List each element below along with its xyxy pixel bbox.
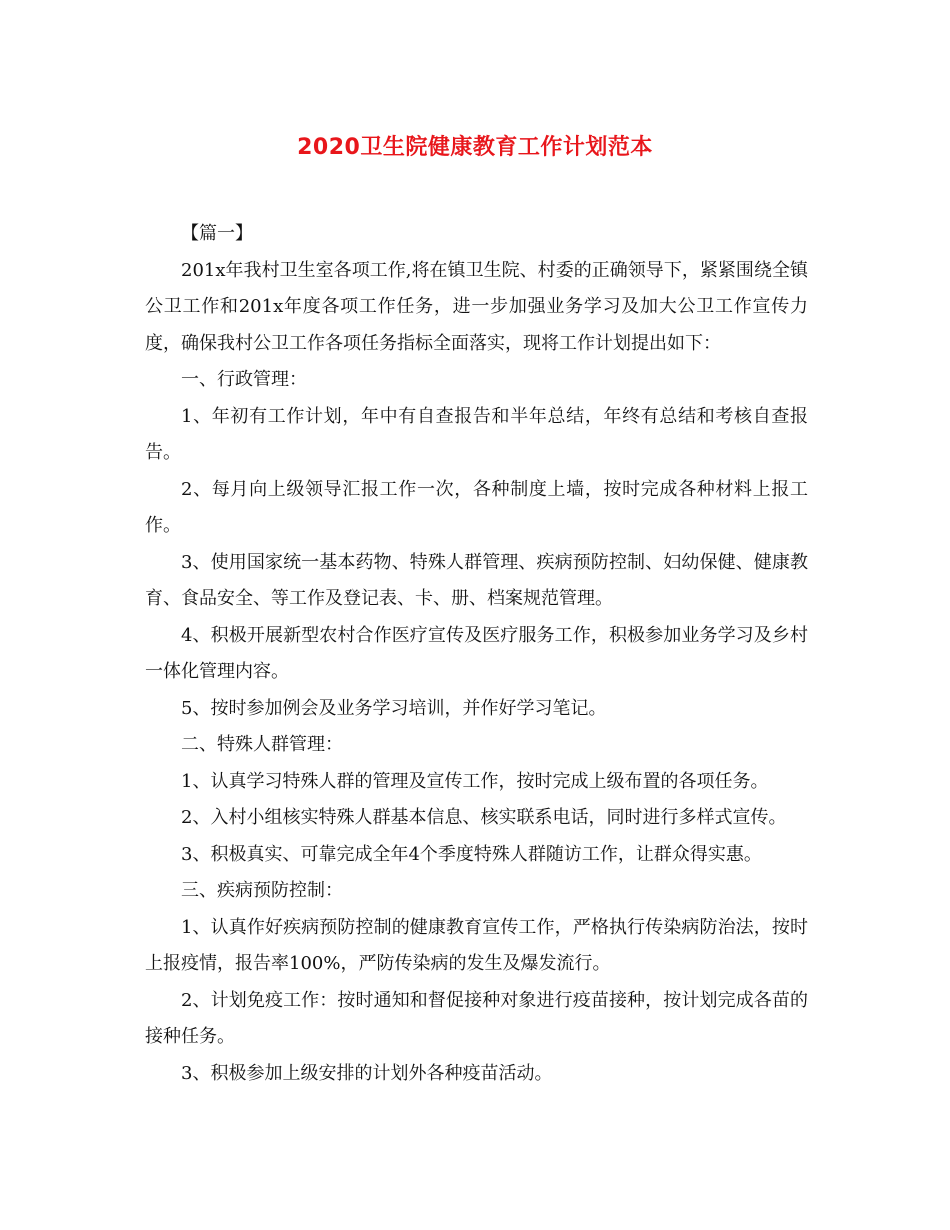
document-title: 2020卫生院健康教育工作计划范本	[297, 135, 653, 160]
disease-control-item-3: 3、积极参加上级安排的计划外各种疫苗活动。	[181, 1062, 553, 1084]
admin-item-2: 2、每月向上级领导汇报工作一次，各种制度上墙，按时完成各种材料上报工作。	[145, 478, 808, 536]
disease-control-item-2: 2、计划免疫工作：按时通知和督促接种对象进行疫苗接种，按计划完成各苗的接种任务。	[145, 989, 808, 1047]
intro-paragraph: 201x年我村卫生室各项工作,将在镇卫生院、村委的正确领导下，紧紧围绕全镇公卫工作和201x年度各项工作任务，进一步加强业务学习及加大公卫工作宣传力度，确保我村公卫工作各项任务指标全面落实，现将工作计划提出如下：	[145, 259, 808, 354]
special-groups-item-2: 2、入村小组核实特殊人群基本信息、核实联系电话，同时进行多样式宣传。	[181, 807, 787, 828]
disease-control-item-1: 1、认真作好疾病预防控制的健康教育宣传工作，严格执行传染病防治法，按时上报疫情，报告率100%，严防传染病的发生及爆发流行。	[145, 916, 808, 974]
document-body	[145, 216, 808, 1092]
section-heading-part-one: 【篇一】	[181, 223, 253, 244]
special-groups-item-1: 1、认真学习特殊人群的管理及宣传工作，按时完成上级布置的各项任务。	[181, 770, 769, 792]
section-heading-disease-control: 三、疾病预防控制：	[181, 880, 343, 901]
admin-item-4: 4、积极开展新型农村合作医疗宣传及医疗服务工作，积极参加业务学习及乡村一体化管理内容。	[145, 624, 808, 682]
special-groups-item-3: 3、积极真实、可靠完成全年4个季度特殊人群随访工作，让群众得实惠。	[181, 843, 762, 865]
admin-item-3: 3、使用国家统一基本药物、特殊人群管理、疾病预防控制、妇幼保健、健康教育、食品安全、等工作及登记表、卡、册、档案规范管理。	[145, 551, 808, 609]
section-heading-special-groups: 二、特殊人群管理：	[181, 734, 343, 755]
admin-item-5: 5、按时参加例会及业务学习培训，并作好学习笔记。	[181, 697, 607, 719]
section-heading-administration: 一、行政管理：	[181, 369, 307, 390]
admin-item-1: 1、年初有工作计划，年中有自查报告和半年总结，年终有总结和考核自查报告。	[145, 405, 808, 463]
